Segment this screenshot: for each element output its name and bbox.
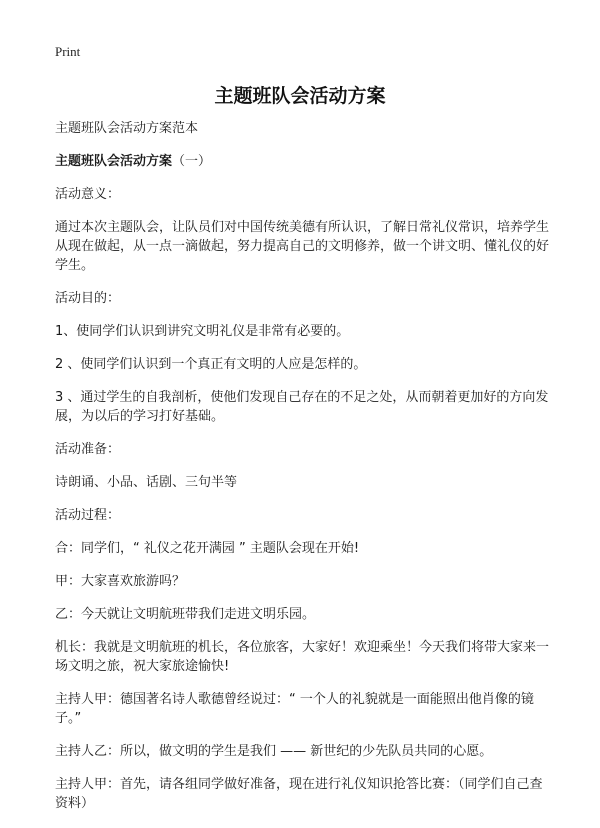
section-heading [55, 152, 555, 171]
section-heading-suffix: （一） [172, 154, 212, 169]
paragraph-label-significance: 活动意义： [55, 187, 121, 202]
paragraph-significance: 通过本次主题队会，让队员们对中国传统美德有所认识，了解日常礼仪常识，培养学生从现在做起，从一点一滴做起，努力提高自己的文明修养，做一个讲文明、懂礼仪的好学生。 [55, 220, 550, 273]
paragraph-process-6: 主持人乙：所以，做文明的学生是我们 —— 新世纪的少先队员共同的心愿。 [55, 744, 493, 759]
paragraph-process-5: 主持人甲：德国著名诗人歌德曾经说过：“ 一个人的礼貌就是一面能照出他肖像的镜子。” [55, 692, 534, 726]
document-body [55, 119, 555, 813]
document-title: 主题班队会活动方案 [214, 85, 386, 107]
document-subtitle: 主题班队会活动方案范本 [55, 121, 199, 136]
paragraph-goal-1: 1、使同学们认识到讲究文明礼仪是非常有必要的。 [55, 324, 350, 339]
section-heading-text: 主题班队会活动方案 [55, 154, 173, 169]
paragraph-preparation: 诗朗诵、小品、话剧、三句半等 [55, 475, 238, 490]
print-label: Print [55, 44, 81, 59]
paragraph-goal-3: 3 、通过学生的自我剖析，使他们发现自己存在的不足之处，从而朝着更加好的方向发展，为以后的学习打好基础。 [55, 390, 549, 424]
paragraph-label-process: 活动过程： [55, 508, 121, 523]
paragraph-goal-2: 2 、使同学们认识到一个真正有文明的人应是怎样的。 [55, 357, 367, 372]
paragraph-label-goals: 活动目的： [55, 291, 121, 306]
paragraph-process-3: 乙：今天就让文明航班带我们走进文明乐园。 [55, 607, 316, 622]
paragraph-process-2: 甲：大家喜欢旅游吗？ [55, 574, 186, 589]
paragraph-label-preparation: 活动准备： [55, 442, 121, 457]
paragraph-process-4: 机长：我就是文明航班的机长，各位旅客，大家好！欢迎乘坐！今天我们将带大家来一场文明之旅，祝大家旅途愉快! [55, 640, 550, 674]
paragraph-process-7: 主持人甲：首先，请各组同学做好准备，现在进行礼仪知识抢答比赛：（同学们自己查资料） [55, 777, 543, 811]
paragraph-process-1: 合：同学们，“ 礼仪之花开满园 ” 主题队会现在开始! [55, 541, 360, 556]
